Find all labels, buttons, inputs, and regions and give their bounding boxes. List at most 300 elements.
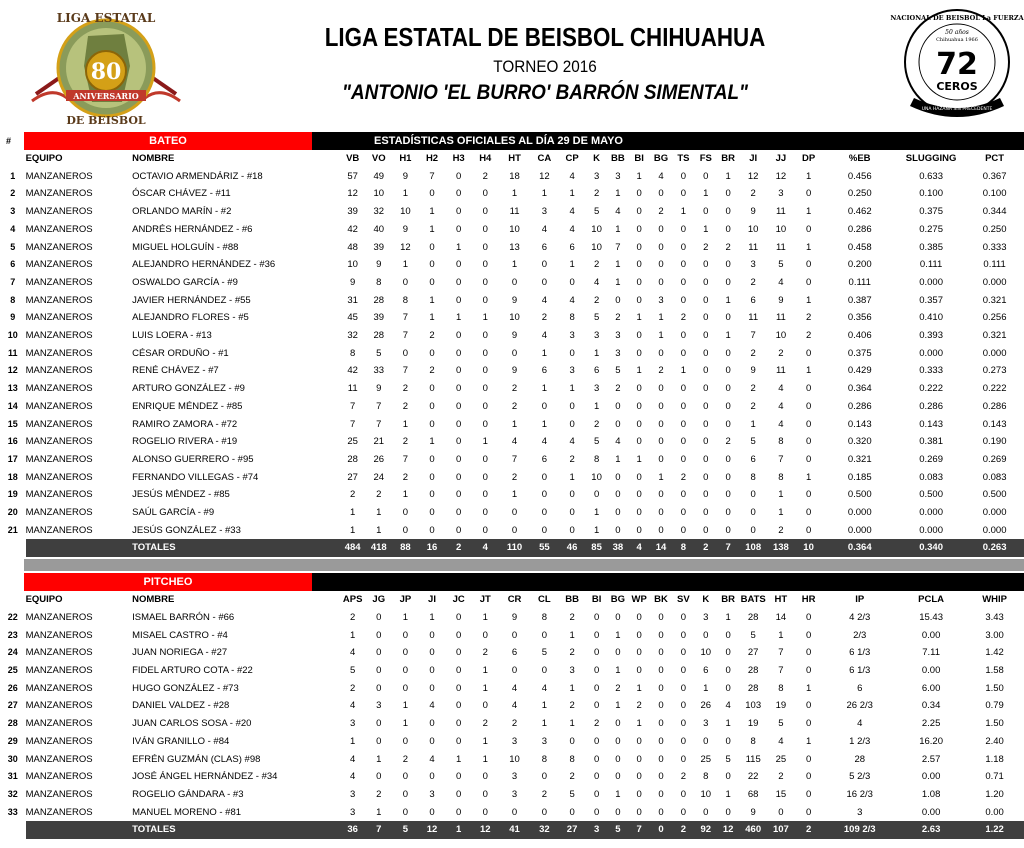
stat-cell: 0 [429, 647, 435, 659]
stat-cell: 0 [636, 507, 642, 519]
col-header: VO [371, 153, 386, 164]
col-header: BATS [740, 594, 766, 606]
stat-cell: 0 [658, 383, 664, 395]
table-row [0, 380, 1024, 398]
pitching-rows [0, 609, 1024, 821]
stat-cell: 3 [703, 718, 709, 730]
stat-cell: 0 [376, 629, 382, 641]
stat-cell: 7.11 [922, 647, 940, 659]
col-header: VB [346, 153, 360, 164]
totals-label: TOTALES [132, 539, 340, 557]
stat-cell: 2 [402, 753, 409, 765]
stat-cell: 0 [636, 489, 642, 501]
player-name-cell: MISAEL CASTRO - #4 [132, 629, 228, 641]
stat-cell: 1 [615, 259, 621, 271]
col-header: PCT [985, 153, 1005, 164]
team-cell: MANZANEROS [25, 188, 93, 200]
stat-cell: 25 [700, 753, 712, 765]
total-cell: 1 [445, 821, 472, 839]
stat-cell: 4 [778, 276, 784, 288]
stat-cell: 0 [658, 806, 664, 818]
stat-cell: 11 [775, 206, 786, 218]
stat-cell: 6 [541, 241, 548, 253]
stat-cell: 0 [511, 276, 518, 288]
stat-cell: 0 [636, 223, 642, 235]
stat-cell: 0 [680, 223, 687, 235]
stat-cell: 1 [569, 383, 575, 395]
stat-cell: 0.286 [919, 400, 943, 412]
batting-totals-row [0, 539, 1024, 557]
total-cell: 32 [531, 821, 559, 839]
stat-cell: 1 [725, 170, 731, 182]
stat-cell: 0 [402, 806, 409, 818]
col-header: IP [855, 594, 865, 606]
stat-cell: 1 [376, 524, 382, 536]
stat-cell: 0.385 [919, 241, 943, 253]
stat-cell: 0.321 [982, 330, 1007, 342]
batting-label: BATEO [24, 132, 312, 150]
stat-cell: 0 [725, 365, 731, 377]
stat-cell: 0 [725, 507, 731, 519]
stat-cell: 13 [509, 241, 520, 253]
stat-cell: 4 [857, 718, 863, 730]
stat-cell: 0 [805, 259, 812, 271]
total-cell: 8 [672, 539, 694, 557]
team-cell: MANZANEROS [25, 700, 93, 712]
stat-cell: 1 [350, 507, 356, 519]
stat-cell: 0 [455, 629, 462, 641]
total-cell: 2 [672, 821, 694, 839]
stat-cell: 4 [615, 206, 621, 218]
stat-cell: 0 [636, 647, 642, 659]
batting-rows [0, 168, 1024, 540]
stat-cell: 0 [636, 524, 642, 536]
stat-cell: 1.18 [985, 753, 1004, 765]
stat-cell: 1 [805, 294, 812, 306]
stat-cell: 10 [509, 312, 520, 324]
col-header: APS [342, 594, 363, 606]
stat-cell: 9 [376, 259, 382, 271]
stat-cell: 5 [593, 206, 600, 218]
stat-cell: 0.364 [847, 383, 872, 395]
stat-cell: 0 [541, 471, 548, 483]
stat-cell: 3.43 [985, 611, 1004, 623]
stat-cell: 2 [636, 700, 642, 712]
stat-cell: 42 [347, 365, 358, 377]
player-name-cell: FIDEL ARTURO COTA - #22 [132, 664, 253, 676]
player-name-cell: ORLANDO MARÍN - #2 [132, 206, 232, 218]
team-cell: MANZANEROS [25, 330, 93, 342]
player-name-cell: ÓSCAR CHÁVEZ - #11 [132, 188, 231, 200]
stat-cell: 12 [400, 241, 411, 253]
col-header: NOMBRE [132, 594, 175, 606]
stat-cell: 9 [402, 223, 409, 235]
stat-cell: 68 [747, 788, 759, 800]
table-row [0, 662, 1024, 680]
stat-cell: 0 [482, 276, 488, 288]
stat-cell: 28 [747, 682, 759, 694]
stat-cell: 1 [805, 471, 812, 483]
total-cell: 46 [558, 539, 586, 557]
stat-cell: 1 [402, 700, 409, 712]
stat-cell: 0 [455, 223, 462, 235]
stat-cell: 4 [541, 330, 548, 342]
stat-cell: 0 [429, 453, 435, 465]
stat-cell: 4 [541, 223, 548, 235]
stat-cell: 0.200 [847, 259, 872, 271]
row-number: 4 [10, 223, 16, 234]
stat-cell: 0 [455, 611, 462, 623]
stat-cell: 39 [347, 206, 358, 218]
stat-cell: 0 [376, 664, 382, 676]
stat-cell: 4 2/3 [849, 611, 871, 623]
stat-cell: 0 [593, 753, 600, 765]
table-row [0, 786, 1024, 804]
stat-cell: 0 [455, 507, 462, 519]
stat-cell: 0 [725, 259, 731, 271]
logo-left-ribbon: ANIVERSARIO [73, 91, 139, 101]
stat-cell: 1 [541, 718, 548, 730]
stat-cell: 0.111 [983, 259, 1006, 271]
stat-cell: 2 [511, 471, 518, 483]
team-cell: MANZANEROS [25, 489, 93, 501]
stat-cell: 7 [615, 241, 621, 253]
stat-cell: 0.000 [919, 524, 943, 536]
table-row [0, 239, 1024, 257]
stat-cell: 1.50 [985, 718, 1004, 730]
stat-cell: 0.79 [985, 700, 1004, 712]
stat-cell: 0 [455, 365, 462, 377]
stat-cell: 0 [703, 206, 709, 218]
stat-cell: 5 [750, 436, 756, 448]
stat-cell: 0 [725, 489, 731, 501]
stat-cell: 33 [373, 365, 385, 377]
batting-header-row [0, 150, 1024, 168]
stat-cell: 0 [805, 806, 812, 818]
table-row [0, 451, 1024, 469]
stat-cell: 4 [778, 735, 784, 747]
stat-cell: 4 [778, 383, 784, 395]
stat-cell: 28 [373, 330, 385, 342]
stat-cell: 7 [511, 453, 518, 465]
stat-cell: 0 [703, 418, 709, 430]
stat-cell: 0 [482, 400, 488, 412]
team-cell: MANZANEROS [25, 241, 93, 253]
stat-cell: 0 [569, 524, 575, 536]
stat-cell: 21 [373, 436, 385, 448]
stat-cell: 11 [775, 241, 786, 253]
stat-cell: 1 [350, 524, 356, 536]
player-name-cell: ALEJANDRO FLORES - #5 [132, 312, 249, 324]
stat-cell: 12 [747, 170, 759, 182]
stat-cell: 0 [402, 524, 409, 536]
stat-cell: 6.00 [921, 682, 941, 694]
stat-cell: 0 [455, 294, 462, 306]
team-cell: MANZANEROS [25, 664, 93, 676]
team-cell: MANZANEROS [25, 312, 93, 324]
col-header: K [593, 153, 601, 164]
stat-cell: 0 [778, 806, 784, 818]
stat-cell: 0 [593, 629, 600, 641]
player-name-cell: ISMAEL BARRÓN - #66 [132, 611, 235, 623]
stat-cell: 0.321 [847, 453, 872, 465]
stat-cell: 2 [680, 312, 687, 324]
stat-cell: 2 [725, 436, 731, 448]
stat-cell: 1 [569, 188, 575, 200]
player-name-cell: JUAN CARLOS SOSA - #20 [132, 718, 252, 730]
pitching-section-header [0, 573, 1024, 591]
stat-cell: 0.185 [847, 471, 872, 483]
stat-cell: 0.71 [985, 771, 1004, 783]
stat-cell: 0.456 [847, 170, 872, 182]
stat-cell: 0.00 [921, 664, 941, 676]
total-cell: 110 [499, 539, 531, 557]
col-header: NOMBRE [132, 153, 175, 164]
stat-cell: 0.333 [919, 365, 943, 377]
stat-cell: 4 [569, 294, 575, 306]
stat-cell: 1 [455, 753, 462, 765]
stat-cell: 3 [541, 735, 548, 747]
stat-cell: 0 [636, 788, 642, 800]
stat-cell: 10 [509, 753, 520, 765]
stat-cell: 0 [636, 629, 642, 641]
stat-cell: 1 [541, 347, 548, 359]
team-cell: MANZANEROS [25, 170, 93, 182]
stat-cell: 10 [347, 259, 358, 271]
stat-cell: 4 [541, 682, 548, 694]
col-header: FS [699, 153, 712, 164]
stat-cell: 0 [455, 453, 462, 465]
stat-cell: 0 [376, 735, 382, 747]
stat-cell: 7 [402, 453, 409, 465]
stat-cell: 9 [750, 365, 756, 377]
col-header: CL [538, 594, 551, 606]
stat-cell: 10 [509, 223, 520, 235]
total-cell: 12 [717, 821, 739, 839]
stat-cell: 45 [347, 312, 358, 324]
stat-cell: 0 [703, 524, 709, 536]
stat-cell: 2 [402, 400, 409, 412]
stat-cell: 0 [455, 700, 462, 712]
total-cell: 2 [795, 821, 823, 839]
stat-cell: 5 [593, 436, 600, 448]
stat-cell: 0 [725, 647, 731, 659]
stat-cell: 0.100 [919, 188, 943, 200]
stat-cell: 0 [636, 735, 642, 747]
stat-cell: 3.00 [985, 629, 1004, 641]
stat-cell: 0.000 [982, 347, 1007, 359]
stat-cell: 2 [805, 330, 812, 342]
stat-cell: 5 [778, 259, 784, 271]
stat-cell: 0 [593, 788, 600, 800]
stat-cell: 2 [376, 788, 382, 800]
stat-cell: 5 2/3 [849, 771, 871, 783]
stat-cell: 1 [541, 700, 548, 712]
stat-cell: 0.250 [847, 188, 872, 200]
stat-cell: 1 [778, 489, 784, 501]
row-number: 29 [7, 735, 18, 746]
row-number: 33 [7, 806, 18, 817]
stat-cell: 26 [700, 700, 712, 712]
stat-cell: 11 [347, 383, 358, 395]
col-header: JG [372, 594, 386, 606]
stat-cell: 0 [725, 347, 731, 359]
stat-cell: 0 [680, 524, 687, 536]
logo-right-word: CEROS [936, 80, 978, 93]
stat-cell: 0.222 [919, 383, 943, 395]
stat-cell: 0 [482, 330, 488, 342]
stat-cell: 26 [373, 453, 385, 465]
stat-cell: 2 [569, 611, 575, 623]
stat-cell: 16.20 [919, 735, 943, 747]
table-row [0, 733, 1024, 751]
col-header: WHIP [982, 594, 1007, 606]
stat-cell: 9 [402, 170, 409, 182]
stat-cell: 0 [725, 664, 731, 676]
stat-cell: 1 [658, 312, 664, 324]
player-name-cell: HUGO GONZÁLEZ - #73 [132, 682, 239, 694]
stat-cell: 0 [402, 771, 409, 783]
stat-cell: 0 [703, 453, 709, 465]
stat-cell: 1 [569, 682, 575, 694]
stat-cell: 26 2/3 [846, 700, 873, 712]
stat-cell: 0 [376, 611, 382, 623]
stat-cell: 6 1/3 [849, 664, 871, 676]
stat-cell: 0 [615, 735, 621, 747]
stat-cell: 1.20 [985, 788, 1004, 800]
row-number: 5 [10, 241, 16, 252]
stat-cell: 6 [541, 365, 548, 377]
stat-cell: 6 [750, 294, 756, 306]
stat-cell: 1 [725, 294, 731, 306]
stat-cell: 1 [482, 611, 488, 623]
col-header: BK [654, 594, 668, 606]
stat-cell: 0 [429, 524, 435, 536]
stat-cell: 3 [593, 170, 600, 182]
stat-cell: 2 [350, 489, 356, 501]
logo-right-ring-text: NACIONAL DE BEISBOL La FUERZA [890, 14, 1024, 22]
team-cell: MANZANEROS [25, 223, 93, 235]
stat-cell: 4 [778, 418, 784, 430]
stat-cell: 1 [725, 718, 731, 730]
stat-cell: 0 [429, 400, 435, 412]
stat-cell: 0.387 [847, 294, 872, 306]
stat-cell: 0.356 [847, 312, 872, 324]
player-name-cell: LUIS LOERA - #13 [132, 330, 212, 342]
stat-cell: 0 [455, 418, 462, 430]
stat-cell: 7 [778, 664, 784, 676]
stat-cell: 1 [615, 700, 621, 712]
stat-cell: 5 [569, 788, 575, 800]
stat-cell: 0 [703, 347, 709, 359]
stat-cell: 0 [658, 223, 664, 235]
stat-cell: 4 [615, 436, 621, 448]
row-number: 8 [10, 294, 16, 305]
stat-cell: 0 [429, 471, 435, 483]
table-row [0, 274, 1024, 292]
stat-cell: 2 [680, 471, 687, 483]
stat-cell: 0 [511, 629, 518, 641]
stat-cell: 5 [350, 664, 356, 676]
stat-cell: 0 [805, 436, 812, 448]
stat-cell: 4 [350, 771, 356, 783]
stat-cell: 0.406 [847, 330, 872, 342]
row-number: 30 [7, 753, 18, 764]
stat-cell: 1 [658, 471, 664, 483]
stat-cell: 28 [854, 753, 866, 765]
total-cell: 5 [607, 821, 628, 839]
table-row [0, 627, 1024, 645]
stat-cell: 1 [569, 629, 575, 641]
stat-cell: 2 [569, 771, 575, 783]
stat-cell: 0 [680, 507, 687, 519]
player-name-cell: IVÁN GRANILLO - #84 [132, 735, 230, 747]
team-cell: MANZANEROS [25, 647, 93, 659]
stat-cell: 0 [680, 188, 687, 200]
stat-cell: 1 [402, 489, 409, 501]
stat-cell: 42 [347, 223, 358, 235]
stat-cell: 9 [511, 365, 518, 377]
stat-cell: 0.333 [982, 241, 1007, 253]
team-cell: MANZANEROS [25, 436, 93, 448]
col-header: JJ [775, 153, 787, 164]
stat-cell: 0 [636, 753, 642, 765]
stat-cell: 0 [429, 735, 435, 747]
table-row [0, 486, 1024, 504]
stat-cell: 0 [455, 330, 462, 342]
stat-cell: 0 [680, 330, 687, 342]
stat-cell: 11 [509, 206, 520, 218]
stat-cell: 4 [429, 700, 435, 712]
stat-cell: 48 [347, 241, 358, 253]
stat-cell: 1 [429, 223, 435, 235]
stat-cell: 0 [636, 330, 642, 342]
stat-cell: 0 [805, 347, 812, 359]
row-number: 13 [7, 383, 18, 394]
stat-cell: 0 [511, 507, 518, 519]
stat-cell: 0 [593, 682, 600, 694]
table-row [0, 751, 1024, 769]
total-cell: 2 [445, 539, 472, 557]
stat-cell: 1 [615, 788, 621, 800]
stat-cell: 1 [805, 365, 812, 377]
stat-cell: 2/3 [853, 629, 867, 641]
stat-cell: 0.143 [982, 418, 1007, 430]
stat-cell: 0 [703, 294, 709, 306]
stat-cell: 0 [725, 771, 731, 783]
stat-cell: 25 [347, 436, 358, 448]
stat-cell: 0 [569, 347, 575, 359]
stat-cell: 1 [455, 312, 462, 324]
col-header: BR [721, 153, 735, 164]
stat-cell: 0.320 [847, 436, 872, 448]
stat-cell: 7 [402, 312, 409, 324]
team-cell: MANZANEROS [25, 383, 93, 395]
player-name-cell: OCTAVIO ARMENDÁRIZ - #18 [132, 170, 263, 182]
stat-cell: 0 [658, 347, 664, 359]
team-cell: MANZANEROS [25, 788, 93, 800]
stat-cell: 1 [482, 682, 488, 694]
stat-cell: 0 [805, 453, 812, 465]
stat-cell: 1 [636, 682, 642, 694]
row-number: 11 [8, 347, 18, 358]
stat-cell: 0 [455, 170, 462, 182]
stat-cell: 2 [750, 188, 756, 200]
stat-cell: 8 [376, 276, 382, 288]
col-header: HT [774, 594, 788, 606]
stat-cell: 28 [747, 664, 759, 676]
row-number: 2 [10, 188, 16, 199]
